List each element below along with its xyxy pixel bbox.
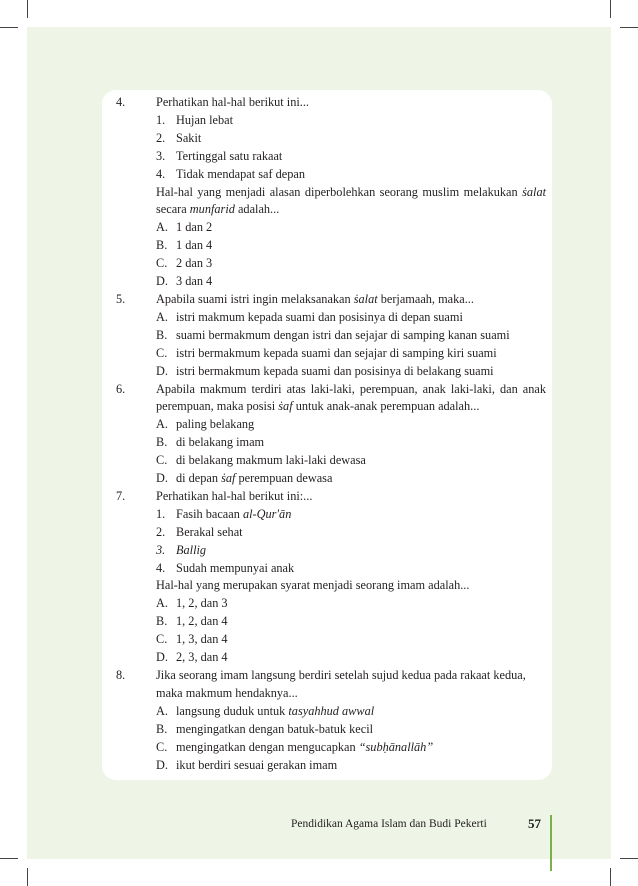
answer-option[interactable]: C. mengingatkan dengan mengucapkan “subḥānallāh”	[156, 739, 434, 754]
question-stem: Apabila makmum terdiri atas laki-laki, perempuan, anak laki-laki, dan anak perempuan, maka posisi ṡaf untuk anak-anak perempuan adalah...	[156, 381, 546, 414]
answer-option[interactable]: C. di belakang makmum laki-laki dewasa	[156, 453, 366, 468]
crop-mark	[610, 0, 611, 18]
crop-mark	[610, 868, 611, 886]
answer-option[interactable]: C. 1, 3, dan 4	[156, 632, 228, 647]
question-4	[116, 94, 546, 291]
footer-title: Pendidikan Agama Islam dan Budi Pekerti	[291, 818, 487, 830]
answer-option[interactable]: D. istri bermakmum kepada suami dan posisinya di belakang suami	[156, 363, 494, 378]
answer-option[interactable]: C. 2 dan 3	[156, 256, 213, 271]
question-number: 8.	[116, 668, 126, 682]
question-number: 6.	[116, 381, 126, 396]
question-5	[116, 291, 546, 381]
answer-option[interactable]: A. 1 dan 2	[156, 220, 213, 235]
list-item: 1. Hujan lebat	[156, 112, 234, 127]
answer-option[interactable]: B. di belakang imam	[156, 435, 265, 450]
question-number: 5.	[116, 291, 126, 306]
question-follow-up: Hal-hal yang menjadi alasan diperbolehkan seorang muslim melakukan ṡalat secara munfarid adalah...	[156, 184, 547, 217]
question-stem: Jika seorang imam langsung berdiri setelah sujud kedua pada rakaat kedua, maka makmum hendaknya...	[156, 668, 526, 700]
answer-option[interactable]: B. 1, 2, dan 4	[156, 614, 228, 629]
answer-option[interactable]: A. langsung duduk untuk tasyahhud awwal	[156, 703, 375, 718]
list-item: 1. Fasih bacaan al-Qur'ān	[156, 506, 292, 521]
question-7	[116, 488, 546, 667]
list-item: 3. Ballig	[156, 542, 207, 557]
answer-option[interactable]: D. 2, 3, dan 4	[156, 650, 228, 665]
footer-accent-line	[550, 815, 552, 871]
list-item: 2. Sakit	[156, 130, 202, 145]
list-item: 4. Sudah mempunyai anak	[156, 560, 295, 575]
answer-option[interactable]: B. mengingatkan dengan batuk-batuk kecil	[156, 721, 374, 736]
question-list	[116, 94, 546, 774]
crop-mark	[27, 0, 28, 18]
answer-option[interactable]: A. 1, 2, dan 3	[156, 596, 228, 611]
answer-option[interactable]: C. istri bermakmum kepada suami dan sejajar di samping kiri suami	[156, 345, 497, 360]
question-6	[116, 381, 546, 488]
answer-option[interactable]: A. istri makmum kepada suami dan posisinya di depan suami	[156, 309, 463, 324]
question-stem: Apabila suami istri ingin melaksanakan ṡalat berjamaah, maka...	[156, 291, 474, 306]
question-number: 7.	[116, 488, 126, 503]
answer-option[interactable]: B. 1 dan 4	[156, 238, 213, 253]
crop-mark	[0, 27, 18, 28]
answer-option[interactable]: D. 3 dan 4	[156, 274, 213, 289]
crop-mark	[620, 858, 638, 859]
question-number: 4.	[116, 95, 126, 109]
answer-option[interactable]: B. suami bermakmum dengan istri dan sejajar di samping kanan suami	[156, 327, 510, 342]
crop-mark	[0, 858, 18, 859]
question-8	[116, 667, 546, 774]
page-number: 57	[528, 816, 541, 831]
list-item: 2. Berakal sehat	[156, 524, 243, 539]
question-stem: Perhatikan hal-hal berikut ini:...	[156, 488, 313, 503]
question-follow-up: Hal-hal yang merupakan syarat menjadi seorang imam adalah...	[156, 578, 470, 593]
list-item: 4. Tidak mendapat saf depan	[156, 166, 305, 181]
answer-option[interactable]: A. paling belakang	[156, 417, 255, 432]
list-item: 3. Tertinggal satu rakaat	[156, 148, 283, 163]
crop-mark	[620, 27, 638, 28]
question-stem: Perhatikan hal-hal berikut ini...	[156, 95, 309, 109]
answer-option[interactable]: D. ikut berdiri sesuai gerakan imam	[156, 757, 338, 772]
crop-mark	[27, 868, 28, 886]
answer-option[interactable]: D. di depan ṡaf perempuan dewasa	[156, 471, 333, 486]
